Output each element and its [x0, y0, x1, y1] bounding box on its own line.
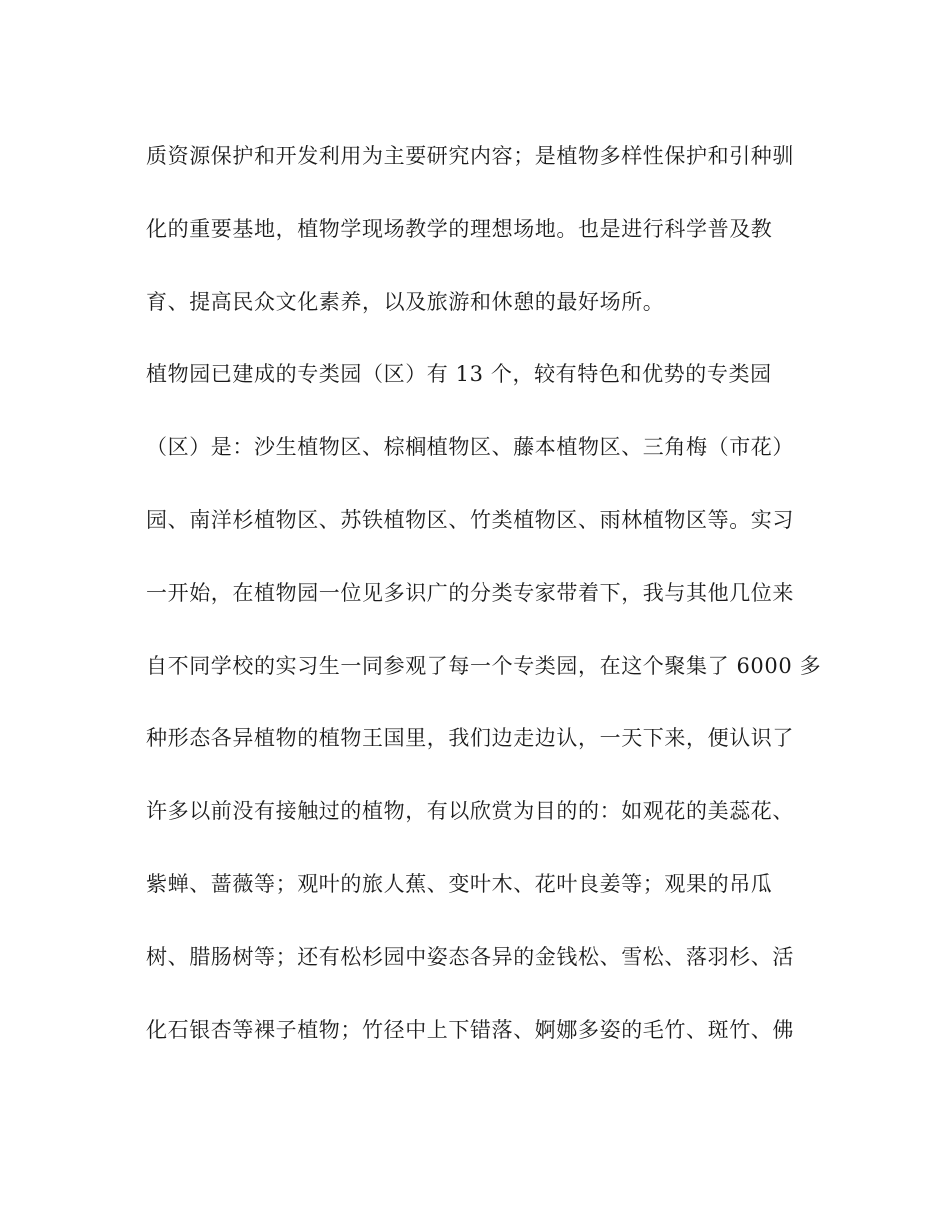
- text-line: 质资源保护和开发利用为主要研究内容；是植物多样性保护和引种驯: [146, 144, 794, 168]
- text-line: 园、南洋杉植物区、苏铁植物区、竹类植物区、雨林植物区等。实习: [146, 507, 794, 532]
- text-line: 植物园已建成的专类园（区）有 13 个，较有特色和优势的专类园: [146, 362, 772, 387]
- text-line: 许多以前没有接触过的植物，有以欣赏为目的的：如观花的美蕊花、: [146, 799, 794, 824]
- text-line: 种形态各异植物的植物王国里，我们边走边认，一天下来，便认识了: [146, 726, 794, 751]
- text-line: 自不同学校的实习生一同参观了每一个专类园，在这个聚集了 6000 多: [146, 653, 822, 678]
- text-line: 化石银杏等裸子植物；竹径中上下错落、婀娜多姿的毛竹、斑竹、佛: [146, 1017, 794, 1042]
- text-line: （区）是：沙生植物区、棕榈植物区、藤本植物区、三角梅（市花）: [146, 435, 794, 460]
- text-line: 树、腊肠树等；还有松杉园中姿态各异的金钱松、雪松、落羽杉、活: [146, 944, 794, 969]
- text-line: 一开始，在植物园一位见多识广的分类专家带着下，我与其他几位来: [146, 580, 794, 605]
- text-line: 紫蝉、蔷薇等；观叶的旅人蕉、变叶木、花叶良姜等；观果的吊瓜: [146, 871, 773, 896]
- text-line: 化的重要基地，植物学现场教学的理想场地。也是进行科学普及教: [146, 216, 773, 241]
- text-line: 育、提高民众文化素养，以及旅游和休憩的最好场所。: [146, 289, 665, 314]
- body-text: [146, 136, 826, 1082]
